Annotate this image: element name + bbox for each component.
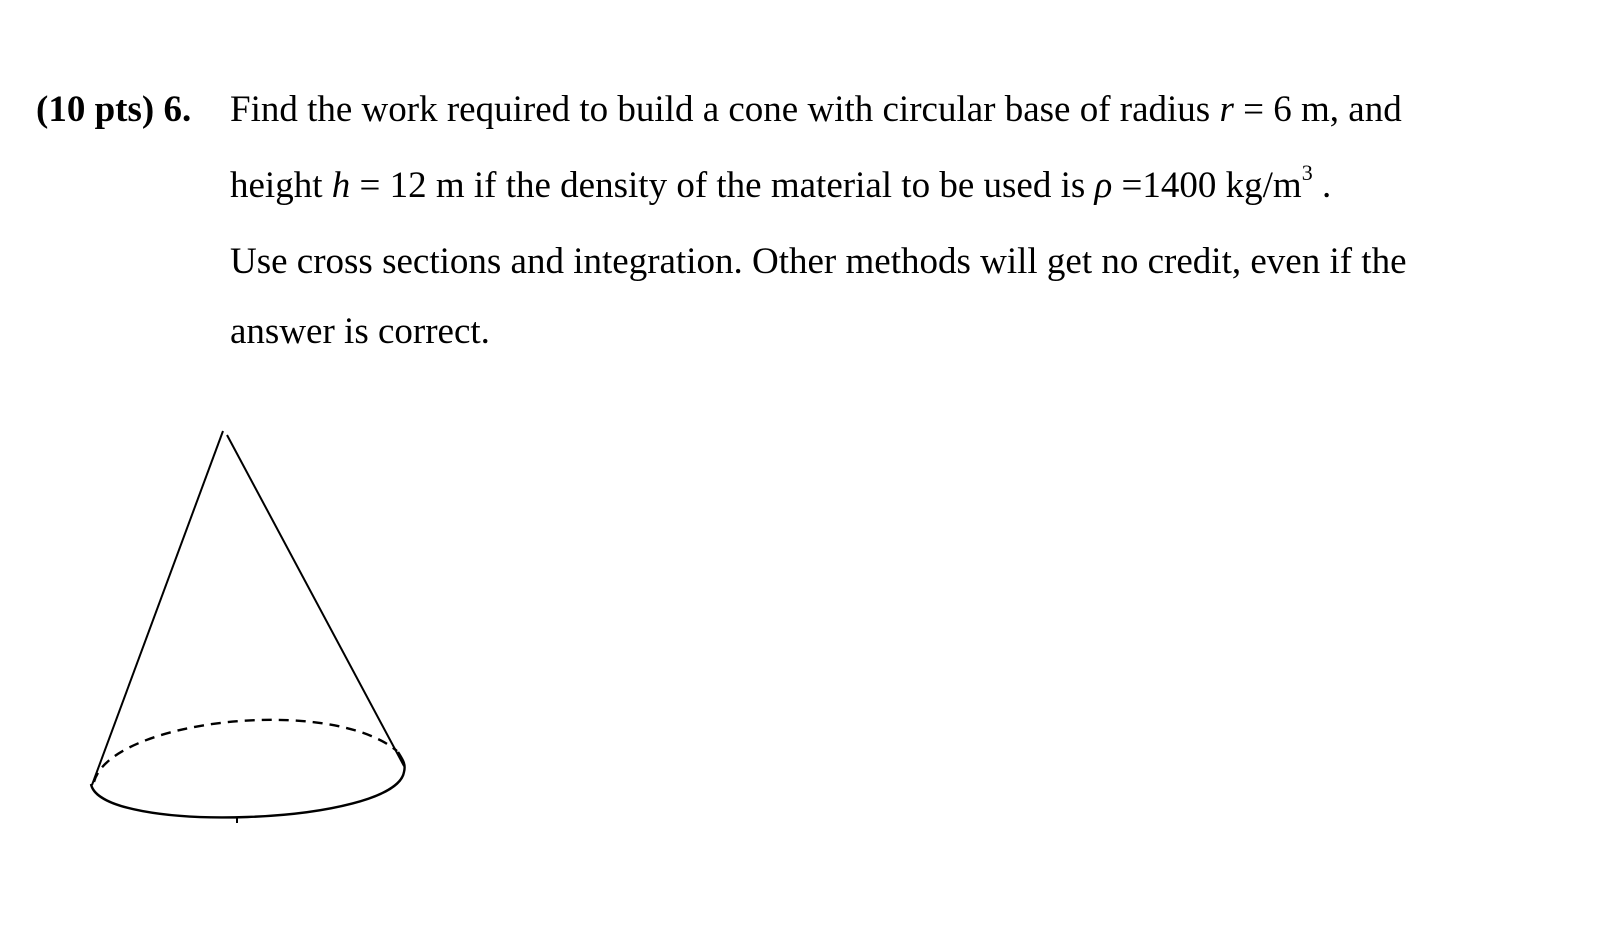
- line2-text-end: .: [1312, 165, 1332, 206]
- line1-text-start: Find the work required to build a cone with circular base of radius: [230, 89, 1220, 130]
- cone-left-edge: [92, 431, 223, 785]
- cone-right-edge: [227, 435, 404, 766]
- line2-text-middle: = 12 m if the density of the material to be used is: [350, 165, 1095, 206]
- problem-line-3: Use cross sections and integration. Other methods will get no credit, even if the: [230, 241, 1407, 282]
- height-variable: h: [331, 165, 351, 206]
- problem-number-points: (10 pts) 6.: [36, 89, 192, 130]
- problem-line-4: answer is correct.: [230, 311, 490, 352]
- unit-exponent: 3: [1301, 160, 1313, 185]
- line1-text-end: = 6 m, and: [1233, 89, 1402, 130]
- density-variable: ρ: [1094, 165, 1113, 206]
- line2-text-start: height: [230, 165, 332, 206]
- cone-base-back-edge: [94, 720, 397, 782]
- density-value: =1400 kg/m: [1112, 165, 1302, 206]
- radius-variable: r: [1219, 89, 1234, 130]
- cone-base-front-edge: [91, 752, 405, 817]
